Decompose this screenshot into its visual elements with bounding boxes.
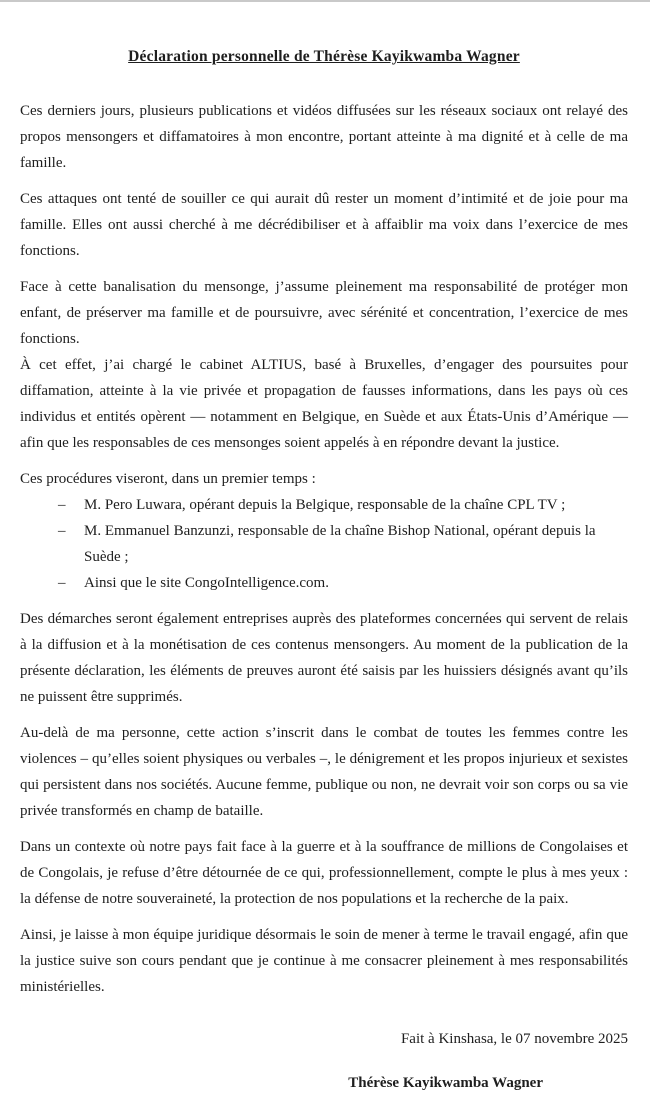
- declaration-document: [0, 2, 650, 1096]
- list-item-text: Ainsi que le site CongoIntelligence.com.: [84, 575, 329, 591]
- list-item: [58, 518, 628, 570]
- paragraph-altius-lawsuits: À cet effet, j’ai chargé le cabinet ALTIUS, basé à Bruxelles, d’engager des poursuites pour diffamation, atteinte à la vie privée et propagation de fausses informations, dans les pays où ces individus et entités opèrent — notamment en Belgique, en Suède et aux États-Unis d’Amérique — afin que les responsables de ces mensonges soient appelés à en répondre devant la justice.: [20, 357, 628, 451]
- paragraph-list-intro: Ces procédures viseront, dans un premier temps :: [20, 471, 316, 487]
- list-item-text: M. Emmanuel Banzunzi, responsable de la chaîne Bishop National, opérant depuis la Suède ;: [84, 523, 596, 565]
- paragraph-social-media-attacks: Ces derniers jours, plusieurs publications et vidéos diffusées sur les réseaux sociaux ont relayé des propos mensongers et diffamatoires à mon encontre, portant atteinte à ma dignité et à celle de ma famille.: [20, 103, 628, 171]
- dash-marker: –: [58, 497, 66, 513]
- paragraph-country-context: Dans un contexte où notre pays fait face à la guerre et à la souffrance de millions de Congolaises et de Congolais, je refuse d’être détournée de ce qui, professionnellement, compte le plus à mes yeux : la défense de notre souveraineté, la protection de nos populations et la recherche de la paix.: [20, 839, 628, 907]
- paragraph-intimacy-discredit: Ces attaques ont tenté de souiller ce qui aurait dû rester un moment d’intimité et de joie pour ma famille. Elles ont aussi cherché à me décrédibiliser et à affaiblir ma voix dans l’exercice de mes fonctions.: [20, 191, 628, 259]
- list-item-text: M. Pero Luwara, opérant depuis la Belgique, responsable de la chaîne CPL TV ;: [84, 497, 566, 513]
- dash-marker: –: [58, 575, 66, 591]
- paragraph-women-fight: Au-delà de ma personne, cette action s’inscrit dans le combat de toutes les femmes contre les violences – qu’elles soient physiques ou verbales –, le dénigrement et les propos injurieux et sexistes qui persistent dans nos sociétés. Aucune femme, publique ou non, ne devrait voir son corps ou sa vie privée transformés en champ de bataille.: [20, 725, 628, 819]
- list-item: [58, 492, 628, 518]
- signature-name: Thérèse Kayikwamba Wagner: [348, 1075, 543, 1091]
- paragraph-responsibility: Face à cette banalisation du mensonge, j’assume pleinement ma responsabilité de protéger mon enfant, de préserver ma famille et de poursuivre, avec sérénité et concentration, l’exercice de mes fonctions.: [20, 279, 628, 347]
- list-item: [58, 570, 628, 596]
- dash-marker: –: [58, 523, 66, 539]
- paragraph-platforms-evidence: Des démarches seront également entreprises auprès des plateformes concernées qui servent de relais à la diffusion et à la monétisation de ces contenus mensongers. Au moment de la publication de la présente déclaration, les éléments de preuves auront été saisis par les huissiers désignés avant qu’ils ne puissent être supprimés.: [20, 611, 628, 705]
- paragraph-legal-team: Ainsi, je laisse à mon équipe juridique désormais le soin de mener à terme le travail engagé, afin que la justice suive son cours pendant que je continue à me consacrer pleinement à mes responsabilités ministérielles.: [20, 927, 628, 995]
- targets-list: [20, 492, 628, 596]
- date-place-line: Fait à Kinshasa, le 07 novembre 2025: [400, 1031, 628, 1047]
- document-title: Déclaration personnelle de Thérèse Kayikwamba Wagner: [128, 48, 520, 65]
